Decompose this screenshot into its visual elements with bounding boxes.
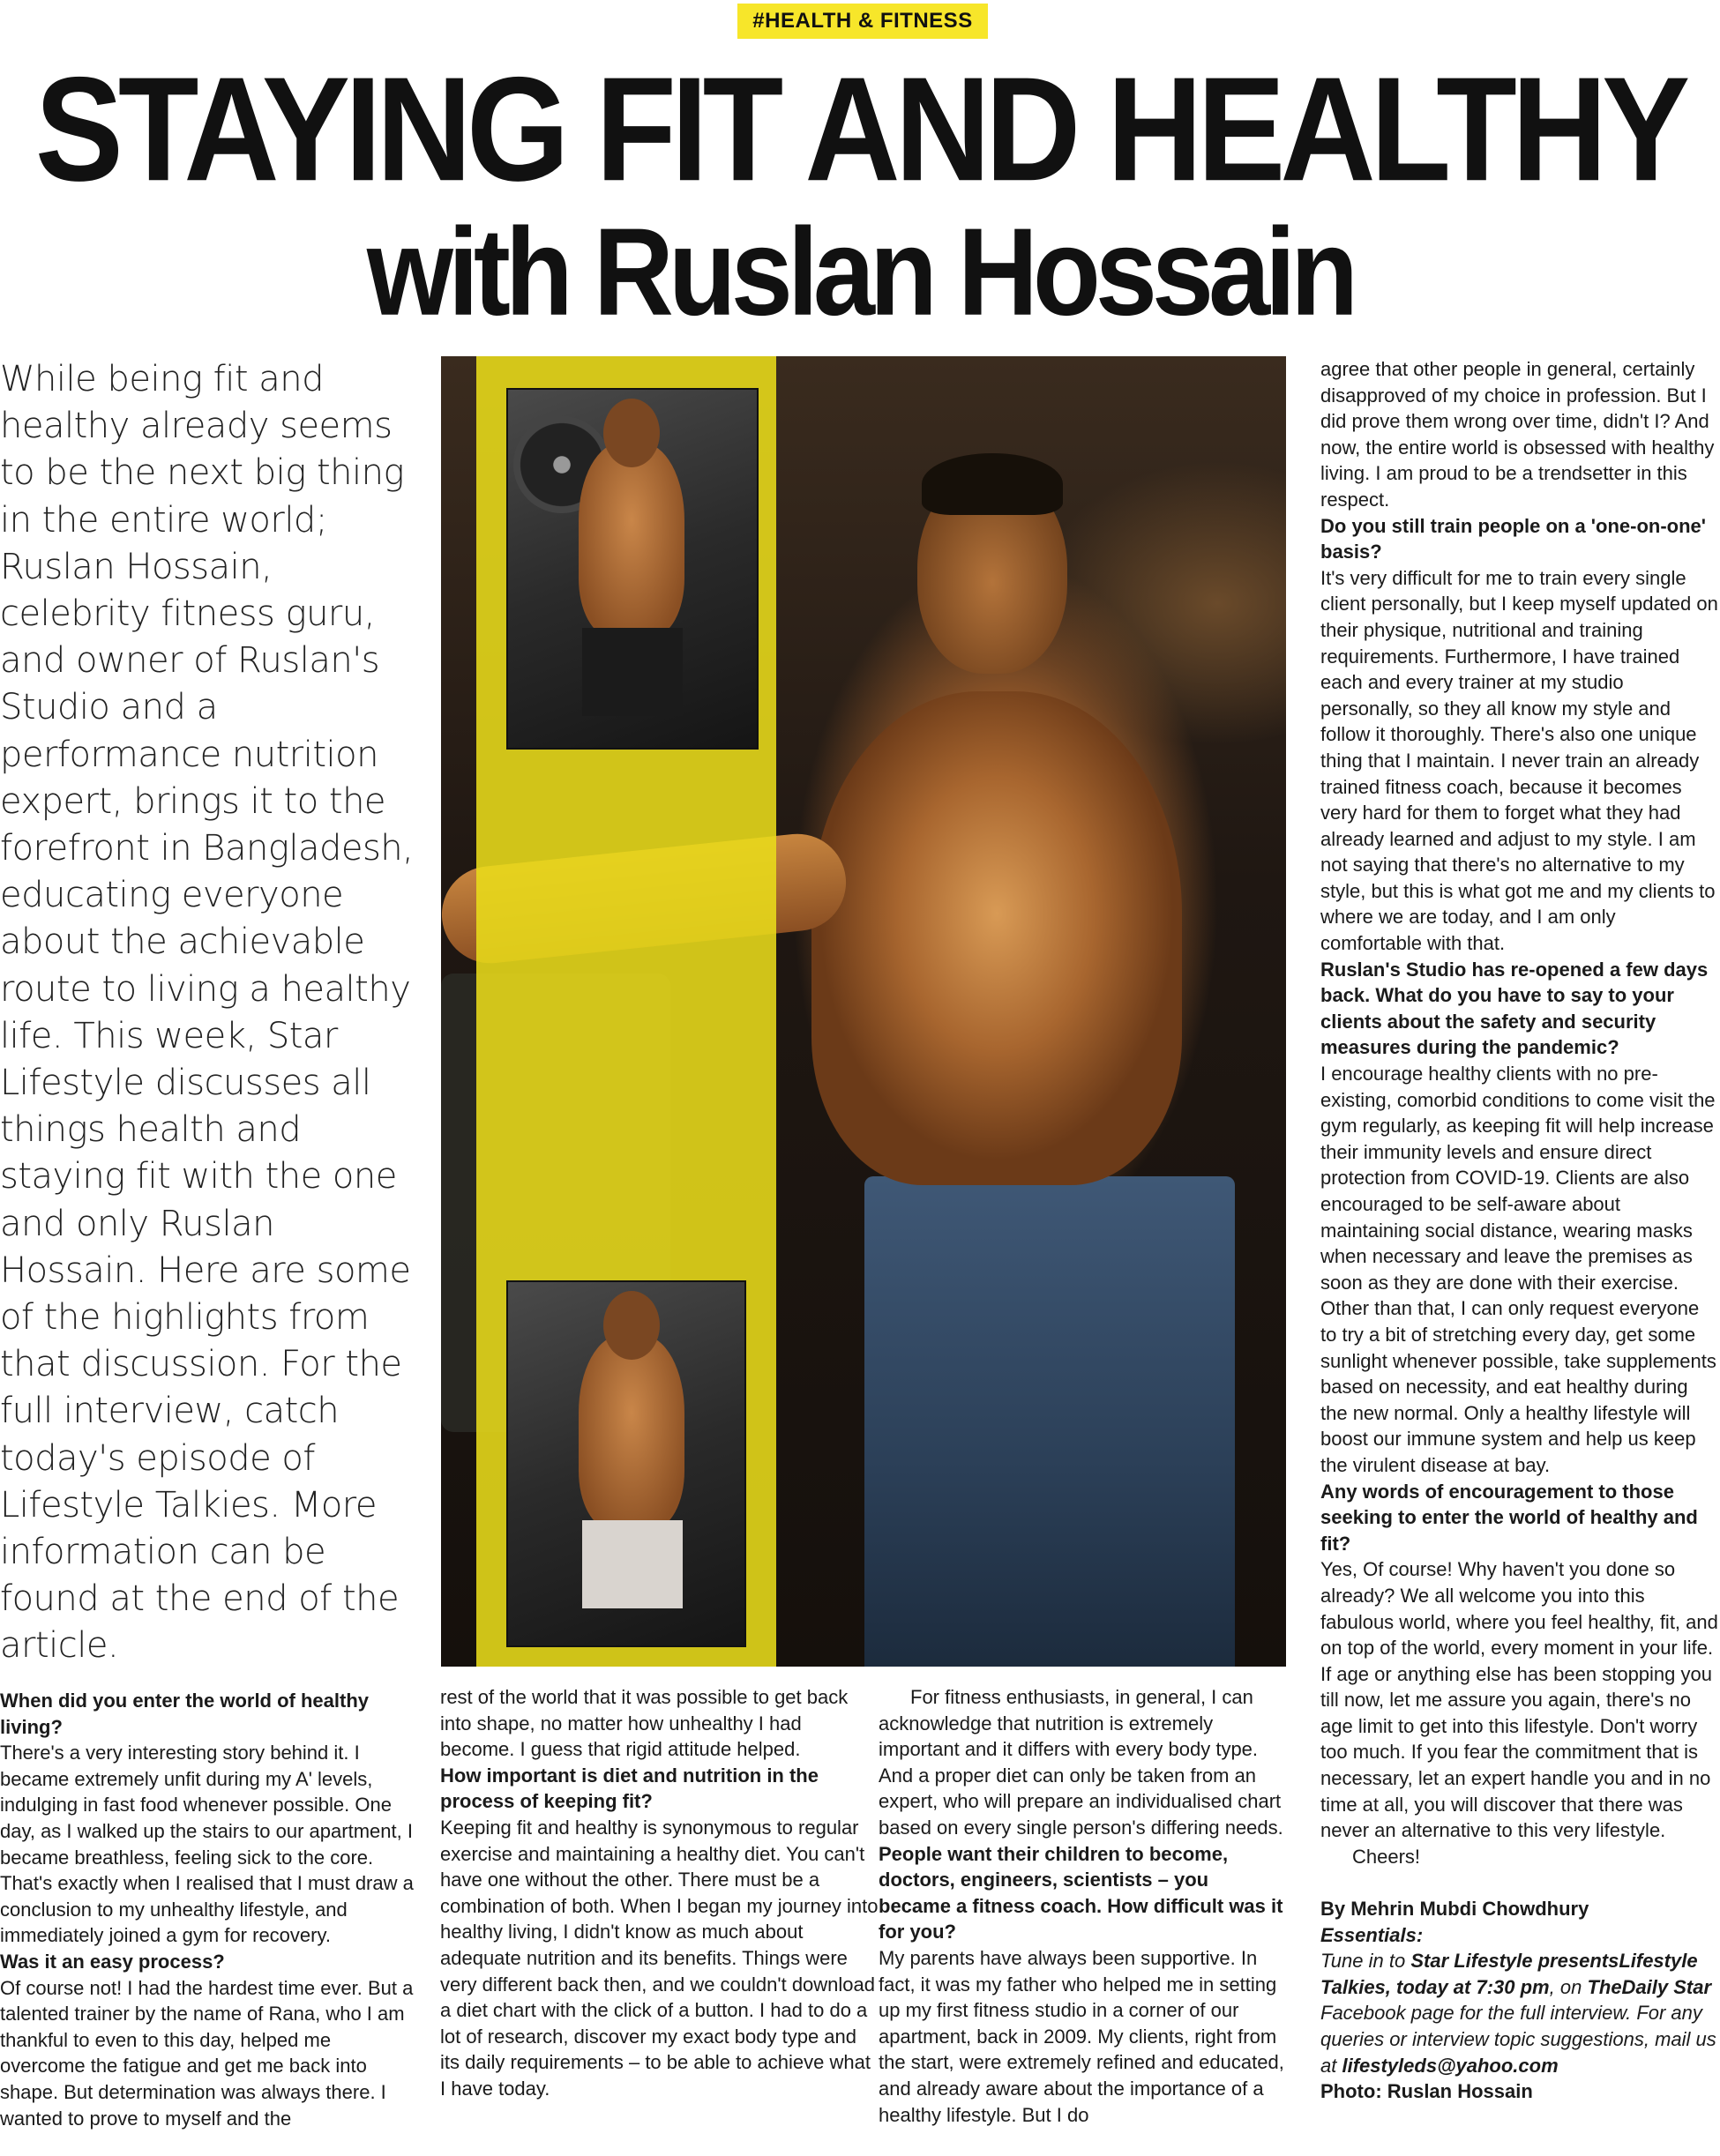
essentials-part: Facebook page for the full interview. For any queries or interview topic suggestions, mail us at	[1320, 2002, 1716, 2077]
answer: It's very difficult for me to train every single client personally, but I keep myself updated on their physique, nutritional and training requirements. Furthermore, I have trained each and every trainer at my studio personally, so they all know my style and follow it thoroughly. There's also one unique thing that I maintain. I never train an already trained fitness coach, because it becomes very hard for them to forget what they had already learned and adjust to my style. I am not saying that there's no alternative to my style, but this is what got me and my clients to where we are today, and I am only comfortable with that.	[1320, 566, 1718, 955]
question: Any words of encouragement to those seeking to enter the world of healthy and fit?	[1320, 1480, 1698, 1555]
column-1	[0, 1688, 415, 2131]
photo-torso	[811, 691, 1182, 1185]
feature-photo	[441, 356, 1286, 1667]
question: Was it an easy process?	[0, 1950, 225, 1973]
headline-main: STAYING FIT AND HEALTHY	[34, 45, 1686, 213]
inset-body	[579, 443, 684, 637]
byline: By Mehrin Mubdi Chowdhury	[1320, 1898, 1589, 1921]
question: When did you enter the world of healthy living?	[0, 1690, 370, 1738]
question: How important is diet and nutrition in the process of keeping fit?	[440, 1764, 819, 1813]
column-2	[440, 1684, 880, 2102]
answer: agree that other people in general, certainly disapproved of my choice in profession. But I did prove them wrong over time, didn't I? And now, the entire world is obsessed with healthy living. I am proud to be a trendsetter in this respect.	[1320, 358, 1715, 511]
question: Do you still train people on a 'one-on-one' basis?	[1320, 514, 1707, 563]
column-4	[1320, 356, 1720, 2105]
essentials-part: , on	[1549, 1975, 1588, 1998]
inset-photo-top	[506, 388, 759, 750]
intro-paragraph: While being fit and healthy already seems to be the next big thing in the entire world; Ruslan Hossain, celebrity fitness guru, and owner of Ruslan's Studio and a performance nutrition expert, brings it to the forefront in Bangladesh, educating everyone about the achievable route to living a healthy life. This week, Star Lifestyle discusses all things health and staying fit with the one and only Ruslan Hossain. Here are some of the highlights from that discussion. For the full interview, catch today's episode of Lifestyle Talkies. More information can be found at the end of the article.	[0, 359, 414, 1667]
answer: I encourage healthy clients with no pre-existing, comorbid conditions to come visit the gym regularly, as keeping fit will help increase their immunity levels and ensure direct protection from COVID-19. Clients are also encouraged to be self-aware about maintaining social distance, wearing masks when necessary and leave the premises as soon as they are done with their exercise. Other than that, I can only request everyone to try a bit of stretching every day, get some sunlight whenever possible, take supplements based on necessity, and eat healthy during the new normal. Only a healthy lifestyle will boost our immune system and help us keep the virulent disease at bay.	[1320, 1063, 1716, 1476]
inset-head	[603, 1291, 660, 1360]
essentials-part: Tune in to	[1320, 1950, 1411, 1973]
essentials-text	[1320, 1948, 1720, 2078]
answer: Yes, Of course! Why haven't you done so already? We all welcome you into this fabulous world, where you feel healthy, fit, and on top of the world, every moment in your life. If age or anything else has been stopping you till now, let me assure you again, there's no age limit to get into this lifestyle. Don't worry too much. If you fear the commitment that is necessary, let an expert handle you and in no time at all, you will discover that there was never an alternative to this very lifestyle.	[1320, 1558, 1718, 1842]
answer: For fitness enthusiasts, in general, I can acknowledge that nutrition is extremely important and it differs with every body type. And a proper diet can only be taken from an expert, who will prepare an individualised chart based on every single person's differing needs.	[879, 1686, 1283, 1839]
answer: rest of the world that it was possible to get back into shape, no matter how unhealthy I had become. I guess that rigid attitude helped.	[440, 1686, 849, 1761]
column-3	[879, 1684, 1284, 2128]
photo-hair	[922, 453, 1063, 515]
show-title: Star Lifestyle presentsLifestyle Talkies, today at 7:30 pm	[1320, 1950, 1698, 1998]
page-name: TheDaily Star	[1587, 1975, 1712, 1998]
answer: Keeping fit and healthy is synonymous to regular exercise and maintaining a healthy diet. You can't have one without the other. There must be a combination of both. When I began my journey into healthy living, I didn't know as much about adequate nutrition and its benefits. Things were very different back then, and we couldn't download a diet chart with the click of a button. I had to do a lot of research, discover my exact body type and its daily requirements – to be able to achieve what I have today.	[440, 1816, 879, 2100]
email-link[interactable]: lifestyleds@yahoo.com	[1342, 2054, 1559, 2077]
photo-credit: Photo: Ruslan Hossain	[1320, 2080, 1533, 2103]
answer: My parents have always been supportive. In fact, it was my father who helped me in setting up my first fitness studio in a corner of our apartment, back in 2009. My clients, right from the start, were extremely refined and educated, and already aware about the importance of a healthy lifestyle. But I do	[879, 1946, 1284, 2126]
question: Ruslan's Studio has re-opened a few days back. What do you have to say to your clients about the safety and security measures during the pandemic?	[1320, 958, 1709, 1059]
inset-shorts	[582, 628, 683, 716]
spacer	[1320, 1869, 1720, 1896]
essentials-label: Essentials:	[1320, 1923, 1424, 1946]
answer: There's a very interesting story behind it. I became extremely unfit during my A' levels, indulging in fast food whenever possible. One day, as I walked up the stairs to our apartment, I became breathless, feeling sick to the core. That's exactly when I realised that I must draw a conclusion to my unhealthy lifestyle, and immediately joined a gym for recovery.	[0, 1742, 414, 1947]
headline-sub: with Ruslan Hossain	[366, 202, 1354, 341]
inset-photo-bottom	[506, 1280, 746, 1647]
question: People want their children to become, doctors, engineers, scientists – you became a fitness coach. How difficult was it for you?	[879, 1842, 1283, 1943]
answer: Of course not! I had the hardest time ever. But a talented trainer by the name of Rana, who I am thankful to even to this day, helped me overcome the fatigue and get me back into shape. But determination was always there. I wanted to prove to myself and the	[0, 1976, 414, 2130]
inset-head	[603, 399, 660, 467]
closing: Cheers!	[1352, 1845, 1421, 1868]
photo-jeans	[864, 1176, 1235, 1667]
inset-shorts	[582, 1520, 683, 1608]
section-tag: #HEALTH & FITNESS	[737, 4, 988, 39]
inset-body	[579, 1335, 684, 1529]
